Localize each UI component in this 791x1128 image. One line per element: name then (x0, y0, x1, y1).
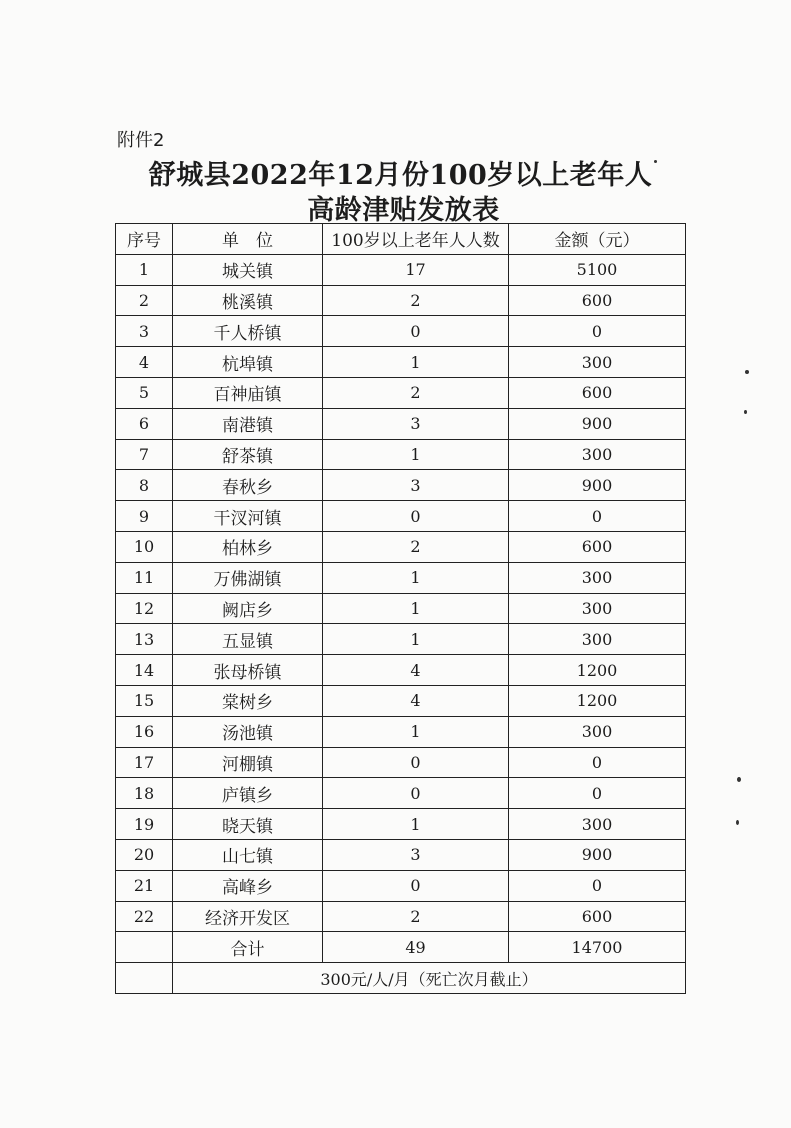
table-row (116, 747, 686, 778)
row-amount: 300 (509, 439, 686, 470)
row-amount: 300 (509, 347, 686, 378)
row-unit: 春秋乡 (173, 470, 323, 501)
scan-speck (744, 410, 747, 414)
row-count: 1 (323, 716, 509, 747)
row-amount: 900 (509, 839, 686, 870)
row-amount: 0 (509, 747, 686, 778)
note-blank-cell (116, 963, 173, 994)
row-no: 9 (116, 501, 173, 532)
row-no: 14 (116, 655, 173, 686)
row-unit: 张母桥镇 (173, 655, 323, 686)
row-count: 0 (323, 870, 509, 901)
table-row (116, 901, 686, 932)
row-no: 3 (116, 316, 173, 347)
page-title: 舒城县2022年12月份100岁以上老年人 (148, 160, 653, 191)
payment-note: 300元/人/月（死亡次月截止） (173, 963, 686, 994)
row-amount: 900 (509, 408, 686, 439)
row-unit: 汤池镇 (173, 716, 323, 747)
row-unit: 城关镇 (173, 254, 323, 285)
row-count: 2 (323, 531, 509, 562)
row-unit: 万佛湖镇 (173, 562, 323, 593)
row-unit: 阙店乡 (173, 593, 323, 624)
table-row (116, 531, 686, 562)
table-row (116, 285, 686, 316)
row-unit: 棠树乡 (173, 685, 323, 716)
row-no: 19 (116, 809, 173, 840)
row-amount: 600 (509, 531, 686, 562)
row-no: 18 (116, 778, 173, 809)
row-amount: 300 (509, 624, 686, 655)
note-row (116, 963, 686, 994)
row-amount: 300 (509, 716, 686, 747)
row-unit: 高峰乡 (173, 870, 323, 901)
row-no: 5 (116, 377, 173, 408)
row-unit: 五显镇 (173, 624, 323, 655)
row-count: 0 (323, 778, 509, 809)
row-amount: 300 (509, 809, 686, 840)
table-row (116, 408, 686, 439)
row-count: 17 (323, 254, 509, 285)
row-unit: 干汊河镇 (173, 501, 323, 532)
row-count: 1 (323, 347, 509, 378)
header-no: 序号 (116, 224, 173, 255)
row-count: 1 (323, 593, 509, 624)
row-no: 2 (116, 285, 173, 316)
table-row (116, 501, 686, 532)
row-amount: 600 (509, 285, 686, 316)
scan-speck (737, 777, 741, 782)
scan-speck (745, 370, 749, 374)
row-no: 1 (116, 254, 173, 285)
row-count: 0 (323, 747, 509, 778)
row-count: 3 (323, 408, 509, 439)
row-count: 2 (323, 901, 509, 932)
row-amount: 300 (509, 562, 686, 593)
row-count: 3 (323, 839, 509, 870)
table-row (116, 839, 686, 870)
row-unit: 桃溪镇 (173, 285, 323, 316)
row-unit: 千人桥镇 (173, 316, 323, 347)
row-unit: 山七镇 (173, 839, 323, 870)
row-no: 16 (116, 716, 173, 747)
row-no: 22 (116, 901, 173, 932)
table-row (116, 655, 686, 686)
row-count: 2 (323, 377, 509, 408)
scan-speck (736, 820, 739, 825)
row-count: 1 (323, 624, 509, 655)
table-row (116, 377, 686, 408)
row-unit: 柏林乡 (173, 531, 323, 562)
row-amount: 600 (509, 377, 686, 408)
attachment-label: 附件2 (117, 130, 165, 151)
row-no: 20 (116, 839, 173, 870)
table-row (116, 316, 686, 347)
table-row (116, 778, 686, 809)
row-amount: 5100 (509, 254, 686, 285)
row-unit: 杭埠镇 (173, 347, 323, 378)
table-row (116, 439, 686, 470)
row-unit: 百神庙镇 (173, 377, 323, 408)
row-no: 12 (116, 593, 173, 624)
row-amount: 0 (509, 778, 686, 809)
row-amount: 0 (509, 501, 686, 532)
row-amount: 600 (509, 901, 686, 932)
row-unit: 舒茶镇 (173, 439, 323, 470)
subsidy-table (115, 223, 686, 994)
row-amount: 300 (509, 593, 686, 624)
row-count: 1 (323, 439, 509, 470)
table-row (116, 716, 686, 747)
table-row (116, 593, 686, 624)
total-no-cell (116, 932, 173, 963)
table-row (116, 562, 686, 593)
page-subtitle: 高龄津贴发放表 (307, 195, 500, 226)
row-no: 4 (116, 347, 173, 378)
row-count: 2 (323, 285, 509, 316)
row-unit: 南港镇 (173, 408, 323, 439)
row-amount: 900 (509, 470, 686, 501)
row-unit: 晓天镇 (173, 809, 323, 840)
table-row (116, 809, 686, 840)
row-amount: 1200 (509, 655, 686, 686)
row-no: 17 (116, 747, 173, 778)
table-row (116, 254, 686, 285)
table-row (116, 470, 686, 501)
table-row (116, 685, 686, 716)
table-row (116, 624, 686, 655)
total-label: 合计 (173, 932, 323, 963)
total-count: 49 (323, 932, 509, 963)
table-header-row (116, 224, 686, 255)
row-no: 15 (116, 685, 173, 716)
row-unit: 庐镇乡 (173, 778, 323, 809)
row-no: 10 (116, 531, 173, 562)
row-unit: 经济开发区 (173, 901, 323, 932)
scan-speck (654, 160, 657, 163)
total-row (116, 932, 686, 963)
header-count: 100岁以上老年人人数 (323, 224, 509, 255)
row-amount: 1200 (509, 685, 686, 716)
row-no: 6 (116, 408, 173, 439)
row-unit: 河棚镇 (173, 747, 323, 778)
row-count: 0 (323, 316, 509, 347)
header-unit: 单 位 (173, 224, 323, 255)
row-amount: 0 (509, 870, 686, 901)
total-amount: 14700 (509, 932, 686, 963)
row-count: 3 (323, 470, 509, 501)
row-no: 13 (116, 624, 173, 655)
row-count: 4 (323, 685, 509, 716)
row-amount: 0 (509, 316, 686, 347)
row-no: 7 (116, 439, 173, 470)
table-row (116, 870, 686, 901)
table-row (116, 347, 686, 378)
row-count: 1 (323, 562, 509, 593)
header-amount: 金额（元） (509, 224, 686, 255)
row-no: 8 (116, 470, 173, 501)
row-count: 0 (323, 501, 509, 532)
row-count: 4 (323, 655, 509, 686)
row-no: 11 (116, 562, 173, 593)
row-count: 1 (323, 809, 509, 840)
row-no: 21 (116, 870, 173, 901)
